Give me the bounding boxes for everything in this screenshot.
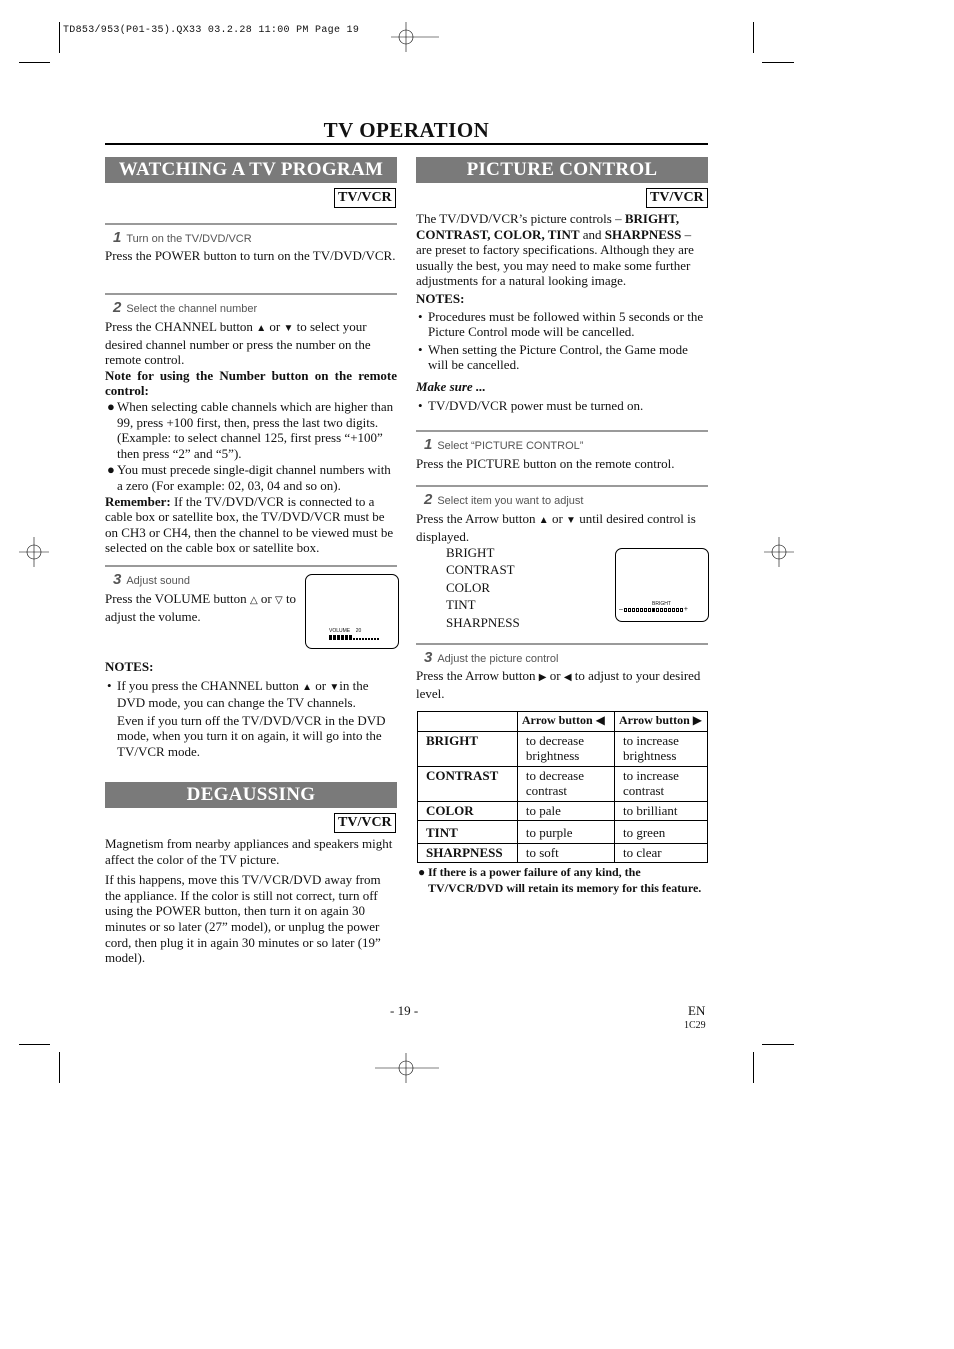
section-banner-watching: WATCHING A TV PROGRAM bbox=[105, 157, 397, 183]
table-row: CONTRAST to decrease contrast to increase contrast bbox=[418, 766, 708, 801]
crop-mark bbox=[762, 62, 794, 63]
step-3-text: Press the VOLUME button △ or ▽ to adjust the volume. bbox=[105, 591, 297, 624]
language-code: EN bbox=[688, 1003, 706, 1018]
page-title: TV OPERATION bbox=[323, 118, 490, 142]
step-rule bbox=[416, 643, 708, 645]
step-3-heading: 3 Adjust sound bbox=[113, 571, 190, 588]
bright-segment bbox=[660, 608, 663, 612]
bright-segment-marker bbox=[652, 608, 655, 612]
crop-mark bbox=[753, 1052, 754, 1083]
section-banner-picture: PICTURE CONTROL bbox=[416, 157, 708, 183]
bright-segment bbox=[656, 608, 659, 612]
pc-step-1-heading: 1 Select “PICTURE CONTROL” bbox=[424, 436, 584, 453]
pc-step-3-heading: 3 Adjust the picture control bbox=[424, 649, 559, 666]
list-item: BRIGHT bbox=[446, 545, 495, 560]
volume-up-icon: △ bbox=[249, 595, 258, 606]
crop-mark bbox=[19, 62, 50, 63]
bright-segment bbox=[628, 608, 631, 612]
volume-down-icon: ▽ bbox=[274, 595, 283, 606]
osd-volume-value: 20 bbox=[355, 628, 362, 634]
down-arrow-icon: ▼ bbox=[566, 515, 576, 526]
right-arrow-icon: ▶ bbox=[538, 672, 547, 683]
tv-screen-bright bbox=[615, 548, 709, 622]
step-rule bbox=[416, 485, 708, 487]
volume-segment-empty bbox=[374, 638, 376, 640]
section-banner-degaussing: DEGAUSSING bbox=[105, 782, 397, 808]
up-arrow-icon: ▲ bbox=[256, 323, 267, 334]
down-arrow-icon: ▼ bbox=[329, 681, 340, 693]
list-item: ● When selecting cable channels which are higher than 99, press +100 first, then, press the last two digits. (Example: to select channel 125, first press “+100” then press “2” and “5”). bbox=[107, 398, 394, 461]
tv-vcr-tag: TV/VCR bbox=[334, 813, 396, 833]
volume-segment-empty bbox=[353, 638, 355, 640]
list-item: • When setting the Picture Control, the Game mode will be cancelled. bbox=[418, 341, 688, 373]
step-2-heading: 2 Select the channel number bbox=[113, 299, 258, 316]
volume-segment-empty bbox=[368, 638, 370, 640]
registration-mark-icon bbox=[391, 22, 439, 52]
left-arrow-icon: ◀ bbox=[595, 713, 605, 727]
table-row: TINT to purple to green bbox=[418, 821, 708, 844]
notes-block: NOTES: • If you press the CHANNEL button ▲ or ▼in the DVD mode, you can change the TV channels. Even if you turn off the TV/DVD/VCR in the DVD mode, when you turn it on again, it will go into the TV/VCR mode. bbox=[105, 659, 397, 760]
table-row: BRIGHT to decrease brightness to increase brightness bbox=[418, 731, 708, 766]
list-item: • TV/DVD/VCR power must be turned on. bbox=[418, 397, 644, 413]
title-rule bbox=[105, 143, 708, 145]
up-arrow-icon: ▲ bbox=[538, 515, 549, 526]
bright-segment bbox=[636, 608, 639, 612]
step-rule bbox=[105, 223, 397, 225]
pc-step-1-text: Press the PICTURE button on the remote control. bbox=[416, 456, 675, 471]
volume-segment-filled bbox=[337, 635, 340, 640]
document-code: 1C29 bbox=[684, 1020, 706, 1031]
step-rule bbox=[105, 293, 397, 295]
step-rule bbox=[105, 565, 397, 567]
list-item: • Procedures must be followed within 5 seconds or the Picture Control mode will be cancelled. bbox=[418, 308, 704, 340]
right-arrow-icon: ▶ bbox=[692, 713, 702, 727]
tv-screen-volume bbox=[305, 574, 399, 649]
bright-segment bbox=[640, 608, 643, 612]
crop-mark bbox=[59, 22, 60, 53]
volume-segment-filled bbox=[349, 635, 352, 640]
table-row: SHARPNESS to soft to clear bbox=[418, 843, 708, 863]
volume-segment-empty bbox=[356, 638, 358, 640]
crop-mark bbox=[19, 1044, 50, 1045]
registration-mark-icon bbox=[375, 1053, 439, 1083]
left-arrow-icon: ◀ bbox=[563, 672, 572, 683]
power-failure-note: ● If there is a power failure of any kind, the TV/VCR/DVD will retain its memory for this feature. bbox=[418, 865, 702, 895]
crop-mark bbox=[753, 22, 754, 53]
list-item: COLOR bbox=[446, 579, 491, 595]
pc-step-2-heading: 2 Select item you want to adjust bbox=[424, 491, 584, 508]
registration-mark-icon bbox=[19, 537, 49, 567]
bright-segment bbox=[632, 608, 635, 612]
osd-bright-label: BRIGHT bbox=[652, 601, 671, 607]
volume-segment-empty bbox=[371, 638, 373, 640]
note-heading: Note for using the Number button on the remote control: bbox=[105, 367, 397, 399]
tv-vcr-tag: TV/VCR bbox=[334, 188, 396, 208]
step-1-text: Press the POWER button to turn on the TV/DVD/VCR. bbox=[105, 248, 396, 263]
bright-segment bbox=[680, 608, 683, 612]
bright-segment bbox=[668, 608, 671, 612]
list-item: SHARPNESS bbox=[446, 614, 520, 630]
volume-segment-empty bbox=[359, 638, 361, 640]
bright-segment bbox=[664, 608, 667, 612]
bright-segment bbox=[644, 608, 647, 612]
registration-mark-icon bbox=[764, 537, 794, 567]
down-arrow-icon: ▼ bbox=[283, 323, 294, 334]
bright-segment bbox=[624, 608, 627, 612]
pc-step-3-text: Press the Arrow button ▶ or ◀ to adjust to your desired level. bbox=[416, 668, 701, 701]
control-list bbox=[446, 544, 520, 631]
table-row: COLOR to pale to brilliant bbox=[418, 801, 708, 821]
degaussing-text: Magnetism from nearby appliances and speakers might affect the color of the TV picture. If this happens, move this TV/VCR/DVD away from the appliance. If the color is still not correct, turn off using the POWER button, then turn it on again 30 minutes or so later (27” model), or unplug the power cord, then plug it in again 30 minutes or so later (19” model). bbox=[105, 836, 393, 966]
list-item: CONTRAST bbox=[446, 562, 515, 578]
picture-control-table bbox=[417, 711, 708, 863]
pc-step-2-text: Press the Arrow button ▲ or ▼ until desired control is displayed. bbox=[416, 511, 696, 544]
print-slug: TD853/953(P01-35).QX33 03.2.28 11:00 PM Page 19 bbox=[63, 25, 360, 36]
osd-volume-label: VOLUME bbox=[329, 628, 351, 634]
crop-mark bbox=[762, 1044, 794, 1045]
step-2-body: Press the CHANNEL button ▲ or ▼ to select your desired channel number or press the number on the remote control. Note for using the Number button on the remote control: ● When selecting cable channels which are higher than 99, press +100 first, then, press the last two digits. (Example: to select channel 125, first press “+100” then press “2” and “5”). ● You must precede single-digit channel numbers with a zero (For example: 02, 03, 04 and so on). Remember: If the TV/DVD/VCR is connected to a cable box or satellite box, the TV/DVD/VCR must be on CH3 or CH4, then the channel to be viewed must be selected on the cable box or satellite box. bbox=[105, 319, 397, 556]
step-1-heading: 1 Turn on the TV/DVD/VCR bbox=[113, 229, 252, 246]
table-header-row: Arrow button ◀ Arrow button ▶ bbox=[418, 712, 708, 732]
bright-segment bbox=[672, 608, 675, 612]
crop-mark bbox=[59, 1052, 60, 1083]
bright-segment bbox=[648, 608, 651, 612]
volume-segment-filled bbox=[329, 635, 332, 640]
picture-intro: The TV/DVD/VCR’s picture controls – BRIGHT, CONTRAST, COLOR, TINT and SHARPNESS – are preset to factory specifications. Although they are usually the best, you may need to make some further adjustments for a natural looking image. NOTES: • Procedures must be followed within 5 seconds or the Picture Control mode will be cancelled. • When setting the Picture Control, the Game mode will be cancelled. Make sure ... • TV/DVD/VCR power must be turned on. bbox=[416, 211, 708, 413]
tv-vcr-tag: TV/VCR bbox=[646, 188, 708, 208]
step-rule bbox=[416, 430, 708, 432]
page-number: - 19 - bbox=[390, 1003, 419, 1018]
bright-segment bbox=[676, 608, 679, 612]
volume-segment-empty bbox=[362, 638, 364, 640]
volume-segment-filled bbox=[341, 635, 344, 640]
list-item: ● You must precede single-digit channel numbers with a zero (For example: 02, 03, 04 and so on). bbox=[107, 462, 391, 493]
volume-segment-filled bbox=[333, 635, 336, 640]
volume-segment-filled bbox=[345, 635, 348, 640]
bright-level-bar: – + bbox=[619, 606, 688, 613]
up-arrow-icon: ▲ bbox=[302, 681, 313, 693]
list-item: TINT bbox=[446, 597, 476, 613]
volume-level-bar bbox=[329, 635, 379, 640]
volume-segment-empty bbox=[377, 638, 379, 640]
volume-segment-empty bbox=[365, 638, 367, 640]
list-item: • If you press the CHANNEL button ▲ or ▼in the DVD mode, you can change the TV channels. bbox=[107, 677, 369, 711]
